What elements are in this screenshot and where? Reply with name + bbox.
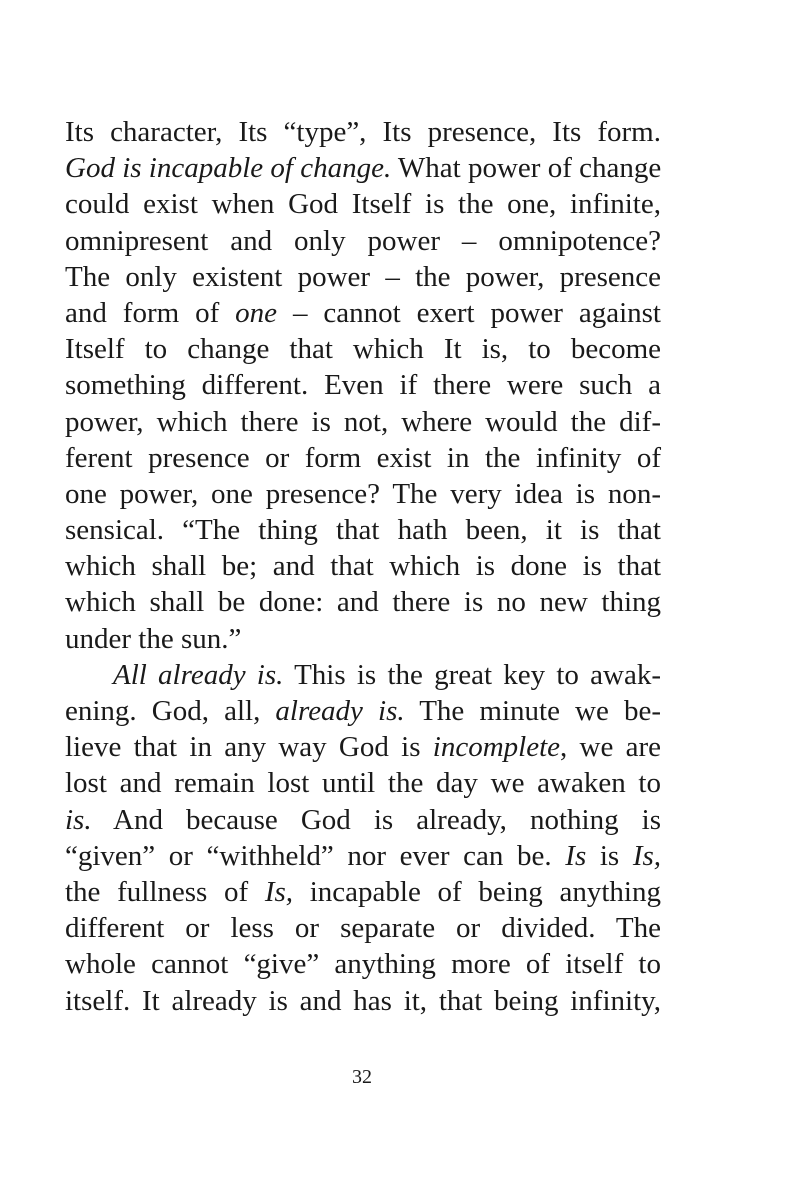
text-segment: ening. God, all, (65, 695, 276, 727)
text-segment: whole cannot “give” anything more of itself to (65, 948, 661, 981)
text-line (65, 946, 661, 982)
text-segment: The only existent power – the power, presence (65, 260, 661, 293)
italic-text: is. (65, 803, 92, 836)
text-segment: which shall be; and that which is done is that (65, 550, 661, 583)
text-segment: and form of (65, 296, 236, 329)
text-segment: “given” or “withheld” nor ever can be. (65, 839, 566, 872)
page-number: 32 (352, 1066, 372, 1088)
text-line (65, 765, 661, 801)
text-segment: This is the great key to awak- (283, 658, 661, 691)
text-segment: the fullness of (65, 875, 265, 908)
italic-text: God is incapable of change. (65, 152, 392, 185)
text-line (65, 367, 661, 403)
text-line (65, 584, 661, 620)
text-segment: Itself to change that which It is, to become (65, 333, 661, 366)
italic-text: All already is. (113, 658, 284, 691)
text-line (65, 729, 661, 765)
text-segment: lieve that in any way God is (65, 731, 433, 764)
text-line (65, 657, 661, 693)
text-line (65, 186, 661, 222)
text-segment: And because God is already, nothing is (91, 803, 661, 836)
text-line (65, 259, 661, 295)
text-segment: incapable of being anything (293, 875, 661, 908)
italic-text: already is. (275, 695, 405, 727)
italic-text: one (235, 296, 278, 329)
italic-text: Is, (632, 839, 662, 872)
body-text (65, 114, 661, 1019)
text-line (65, 548, 661, 584)
text-segment: Its character, Its “type”, Its presence, Its form. (65, 116, 661, 148)
italic-text: Is, (264, 875, 294, 908)
italic-text: Is (565, 839, 587, 872)
text-segment: different or less or separate or divided. The (65, 912, 661, 945)
text-line (65, 440, 661, 476)
text-segment: , we are (560, 731, 662, 764)
text-line (65, 114, 661, 150)
text-line (65, 983, 661, 1019)
text-line (65, 476, 661, 512)
text-line (65, 838, 661, 874)
text-segment: lost and remain lost until the day we awaken to (65, 767, 661, 800)
text-segment: under the sun.” (65, 622, 242, 655)
text-line (65, 295, 661, 331)
text-line (65, 874, 661, 910)
text-line (65, 693, 661, 729)
text-segment: which shall be done: and there is no new thing (65, 586, 661, 619)
text-segment: The minute we be- (404, 695, 662, 727)
text-segment: sensical. “The thing that hath been, it is that (65, 514, 661, 547)
text-segment: something different. Even if there were such a (65, 369, 661, 402)
text-segment: What power of change (391, 152, 662, 185)
italic-text: incomplete (432, 731, 560, 764)
text-segment: omnipresent and only power – omnipotence? (65, 224, 661, 257)
text-segment: ferent presence or form exist in the infinity of (65, 441, 661, 474)
text-line (65, 621, 661, 657)
text-segment: power, which there is not, where would the dif- (65, 405, 661, 438)
text-line (65, 404, 661, 440)
text-segment: itself. It already is and has it, that being infinity, (65, 984, 661, 1017)
text-segment: could exist when God Itself is the one, infinite, (65, 188, 661, 221)
text-line (65, 223, 661, 259)
text-segment: one power, one presence? The very idea is non- (65, 477, 661, 510)
text-segment: – cannot exert power against (277, 296, 661, 329)
text-line (65, 802, 661, 838)
text-line (65, 512, 661, 548)
text-line (65, 331, 661, 367)
text-line (65, 150, 661, 186)
text-segment: is (586, 839, 633, 872)
text-line (65, 910, 661, 946)
